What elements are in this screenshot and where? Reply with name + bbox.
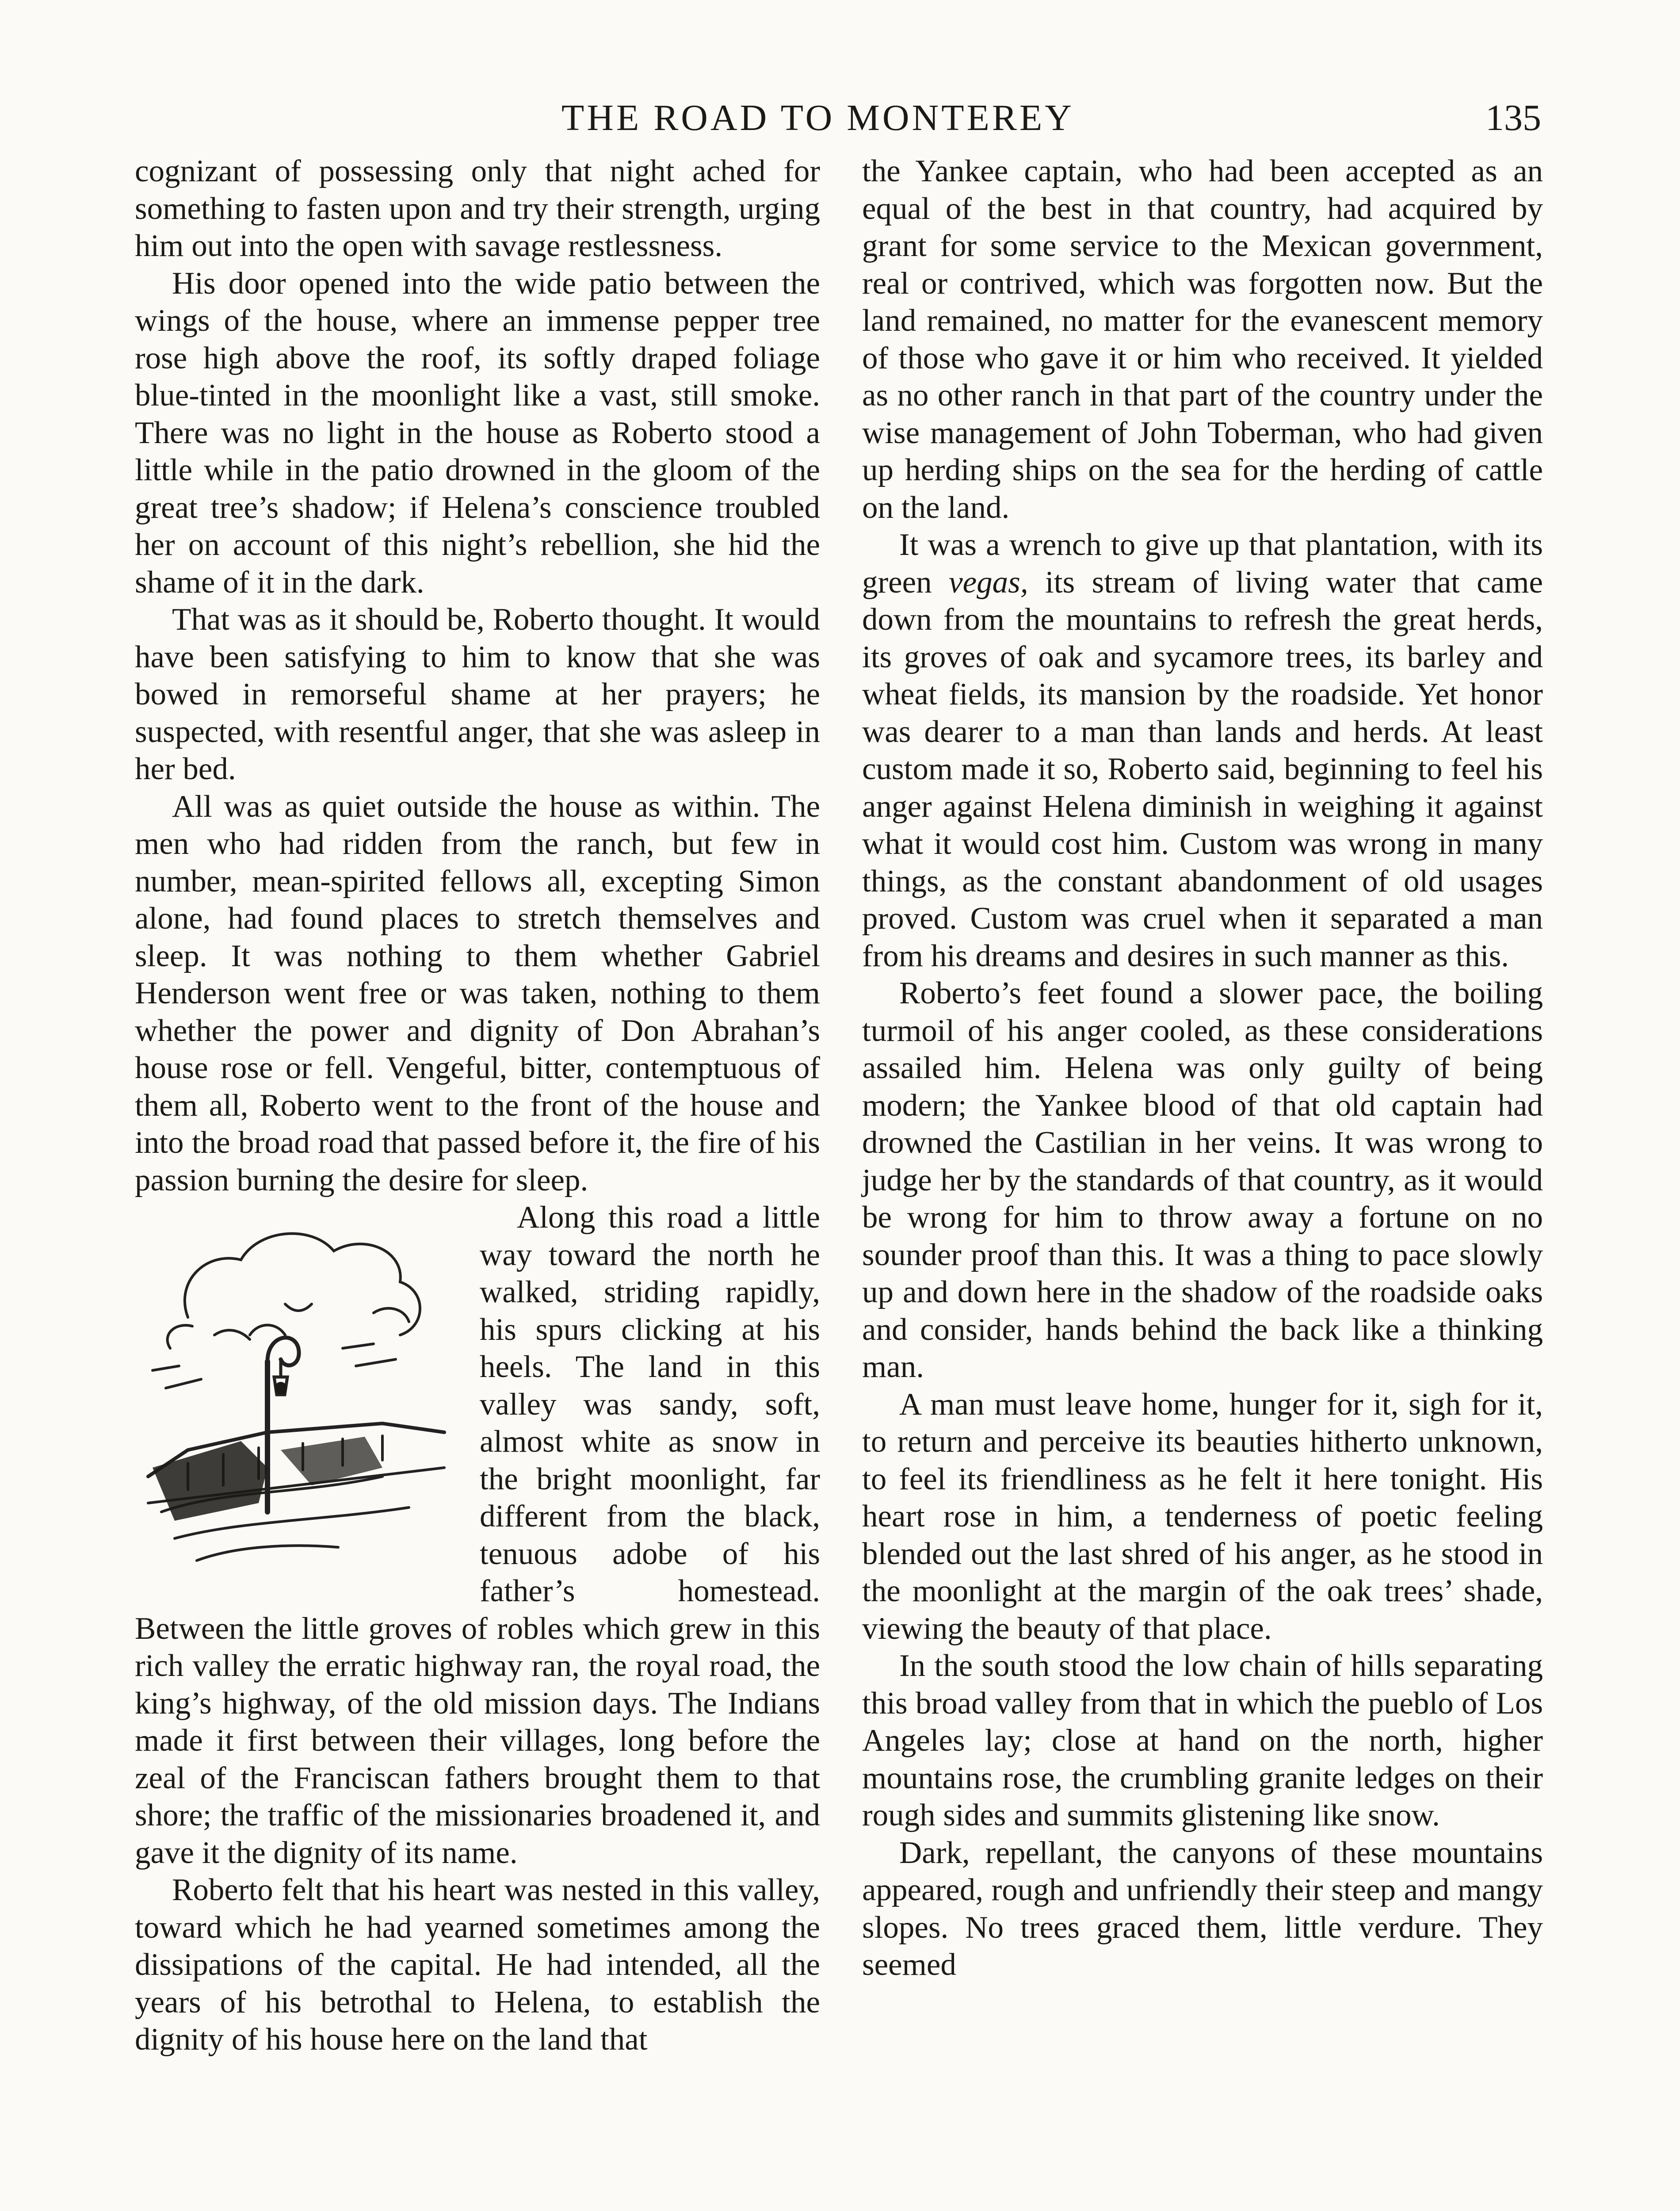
paragraph: Roberto felt that his heart was nested in this valley, toward which he had yearned sometimes among the dissipations of the capital. He had intended, all the years of his betrothal to Helena, to establish the dignity of his house here on the land that	[135, 1873, 820, 2057]
paragraph: A man must leave home, hunger for it, sigh for it, to return and perceive its beauties hitherto unknown, to feel its friendliness as he felt it here tonight. His heart rose in him, a tenderness of poetic feeling blended out the last shred of his anger, as he stood in the moonlight at the margin of the oak trees’ shade, viewing the beauty of that place.	[862, 1387, 1543, 1646]
paragraph: His door opened into the wide patio between the wings of the house, where an immense pepper tree rose high above the roof, its softly draped foliage blue-tinted in the moonlight like a vast, still smoke. There was no light in the house as Roberto stood a little while in the patio drowned in the gloom of the great tree’s shadow; if Helena’s conscience troubled her on account of this night’s rebellion, she hid the shame of it in the dark.	[135, 266, 820, 600]
paragraph: the Yankee captain, who had been accepted as an equal of the best in that country, had acquired by grant for some service to the Mexican government, real or contrived, which was forgotten now. But the land remained, no matter for the evanescent memory of those who gave it or him who received. It yielded as no other ranch in that part of the country under the wise management of John Toberman, who had given up herding ships on the sea for the herding of cattle on the land.	[862, 154, 1543, 525]
paragraph: Roberto’s feet found a slower pace, the boiling turmoil of his anger cooled, as these considerations assailed him. Helena was only guilty of being modern; the Yankee blood of that old captain had drowned the Castilian in her veins. It was wrong to judge her by the standards of that country, as it would be wrong for him to throw away a fortune on no sounder proof than this. It was a thing to pace slowly up and down here in the shadow of the roadside oaks and consider, hands behind the back like a thinking man.	[862, 976, 1543, 1384]
paragraph: All was as quiet outside the house as within. The men who had ridden from the ranch, but few in number, mean-spirited fellows all, excepting Simon alone, had found places to stretch themselves and sleep. It was nothing to them whether Gabriel Henderson went free or was taken, nothing to them whether the power and dignity of Don Abrahan’s house rose or fell. Vengeful, bitter, contemptuous of them all, Roberto went to the front of the house and into the broad road that passed before it, the fire of his passion burning the desire for sleep.	[135, 789, 820, 1197]
text-run: It was a wrench to give up that plantation, with its green	[862, 528, 1543, 600]
paragraph: In the south stood the low chain of hills separating this broad valley from that in which the pueblo of Los Angeles lay; close at hand on the north, higher mountains rose, the crumbling granite ledges on their rough sides and summits glistening like snow.	[862, 1649, 1543, 1832]
paragraph: That was as it should be, Roberto thought. It would have been satisfying to him to know that she was bowed in remorseful shame at her prayers; he suspected, with resentful anger, that she was asleep in her bed.	[135, 602, 820, 786]
paragraph: Along this road a little way toward the north he walked, striding rapidly, his spurs clicking at his heels. The land in this valley was sandy, soft, almost white as snow in the bright moonlight, far different from the black, tenuous adobe of his father’s homestead. Between the little groves of robles which grew in this rich valley the erratic highway ran, the royal road, the king’s highway, of the old mission days. The Indians made it first between their villages, long before the zeal of the Franciscan fathers brought them to that shore; the traffic of the missionaries broadened it, and gave it the dignity of its name.	[135, 1200, 820, 1870]
paragraph: Dark, repellant, the canyons of these mountains appeared, rough and unfriendly their steep and mangy slopes. No trees graced them, little verdure. They seemed	[862, 1835, 1543, 1982]
road-lamp-illustration	[135, 1202, 462, 1574]
italic-word: vegas,	[949, 565, 1028, 600]
running-head: THE ROAD TO MONTEREY	[561, 97, 1074, 138]
paragraph	[862, 526, 1543, 975]
text-run: its stream of living water that came down from the mountains to refresh the great herds, its groves of oak and sycamore trees, its barley and wheat fields, its mansion by the roadside. Yet honor was dearer to a man than lands and herds. At least custom made it so, Roberto said, beginning to feel his anger against Helena diminish in weighing it against what it would cost him. Custom was wrong in many things, as the constant abandonment of old usages proved. Custom was cruel when it separated a man from his dreams and desires in such manner as this.	[862, 565, 1543, 973]
page-number: 135	[1485, 97, 1541, 138]
left-column	[135, 153, 820, 2058]
paragraph: cognizant of possessing only that night ached for something to fasten upon and try their strength, urging him out into the open with savage restlessness.	[135, 154, 820, 263]
illustration-drawing	[135, 1202, 462, 1574]
right-column	[862, 153, 1543, 1984]
